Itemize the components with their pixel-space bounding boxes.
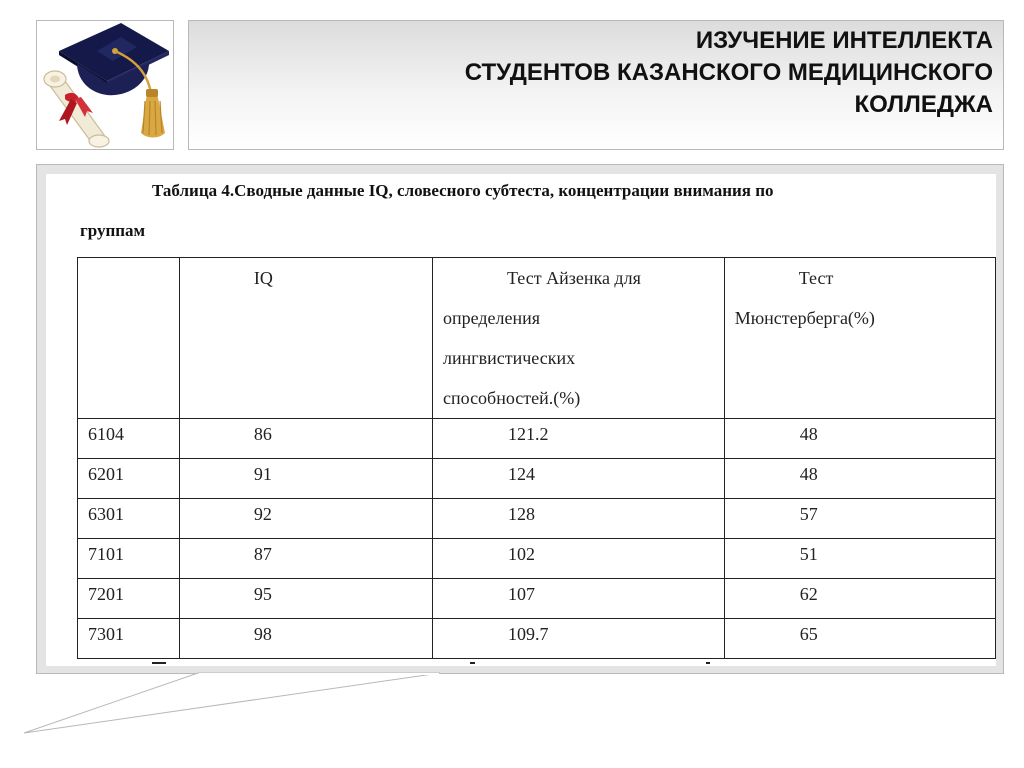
header-iq [179, 258, 432, 419]
mortarboard-cap [59, 23, 169, 95]
document-excerpt [46, 174, 996, 666]
logo-frame [36, 20, 174, 150]
cell-group: 7301 [78, 619, 180, 659]
cell-iq: 98 [179, 619, 432, 659]
cell-iq: 95 [179, 579, 432, 619]
header-munsterberg-line-1 [735, 258, 995, 298]
header-munsterberg-line-1-text: Тест [798, 268, 834, 288]
cell-eysenck: 102 [433, 539, 725, 579]
slide-title-line-3: КОЛЛЕДЖА [854, 91, 993, 118]
table-row [78, 499, 996, 539]
cell-group: 7201 [78, 579, 180, 619]
header-munsterberg [724, 258, 995, 419]
cell-iq: 91 [179, 459, 432, 499]
cell-munsterberg: 48 [724, 419, 995, 459]
graduation-cap-diploma-icon [37, 21, 173, 149]
cell-eysenck: 121.2 [433, 419, 725, 459]
table-header-row [78, 258, 996, 419]
cell-munsterberg: 51 [724, 539, 995, 579]
table-row [78, 619, 996, 659]
table-caption-continuation: группам [80, 221, 146, 240]
header-eysenck-line-1-text: Тест Айзенка для [507, 268, 641, 288]
cell-iq: 92 [179, 499, 432, 539]
cell-munsterberg: 48 [724, 459, 995, 499]
slide-title-line-2: СТУДЕНТОВ КАЗАНСКОГО МЕДИЦИНСКОГО [464, 59, 993, 86]
header-munsterberg-line-2: Мюнстерберга(%) [734, 308, 875, 328]
cell-group: 7101 [78, 539, 180, 579]
header-eysenck [433, 258, 725, 419]
table-row [78, 539, 996, 579]
table-row [78, 579, 996, 619]
table-caption: Таблица 4.Сводные данные IQ, словесного субтеста, концентрации внимания по [152, 181, 774, 200]
title-banner [188, 20, 1004, 150]
header-eysenck-line-2: определения [443, 308, 541, 328]
cut-off-text-fragment [470, 662, 475, 664]
cell-munsterberg: 65 [724, 619, 995, 659]
summary-table [77, 257, 996, 659]
cell-eysenck: 124 [433, 459, 725, 499]
cell-iq: 86 [179, 419, 432, 459]
cut-off-text-fragment [706, 662, 710, 664]
header-group-cell [78, 258, 180, 419]
cut-off-text-fragment [152, 662, 166, 664]
header-eysenck-line-1 [443, 258, 724, 298]
cell-eysenck: 128 [433, 499, 725, 539]
cell-group: 6104 [78, 419, 180, 459]
cell-eysenck: 107 [433, 579, 725, 619]
header-eysenck-line-3: лингвистических [443, 348, 576, 368]
header-eysenck-line-4: способностей.(%) [443, 388, 581, 408]
cell-munsterberg: 62 [724, 579, 995, 619]
slide-title-line-1: ИЗУЧЕНИЕ ИНТЕЛЛЕКТА [695, 27, 993, 54]
cell-eysenck: 109.7 [433, 619, 725, 659]
cell-group: 6201 [78, 459, 180, 499]
cell-iq: 87 [179, 539, 432, 579]
table-row [78, 459, 996, 499]
header-iq-label: IQ [253, 268, 273, 288]
cell-group: 6301 [78, 499, 180, 539]
cell-munsterberg: 57 [724, 499, 995, 539]
slide-title [465, 25, 993, 121]
table-row [78, 419, 996, 459]
